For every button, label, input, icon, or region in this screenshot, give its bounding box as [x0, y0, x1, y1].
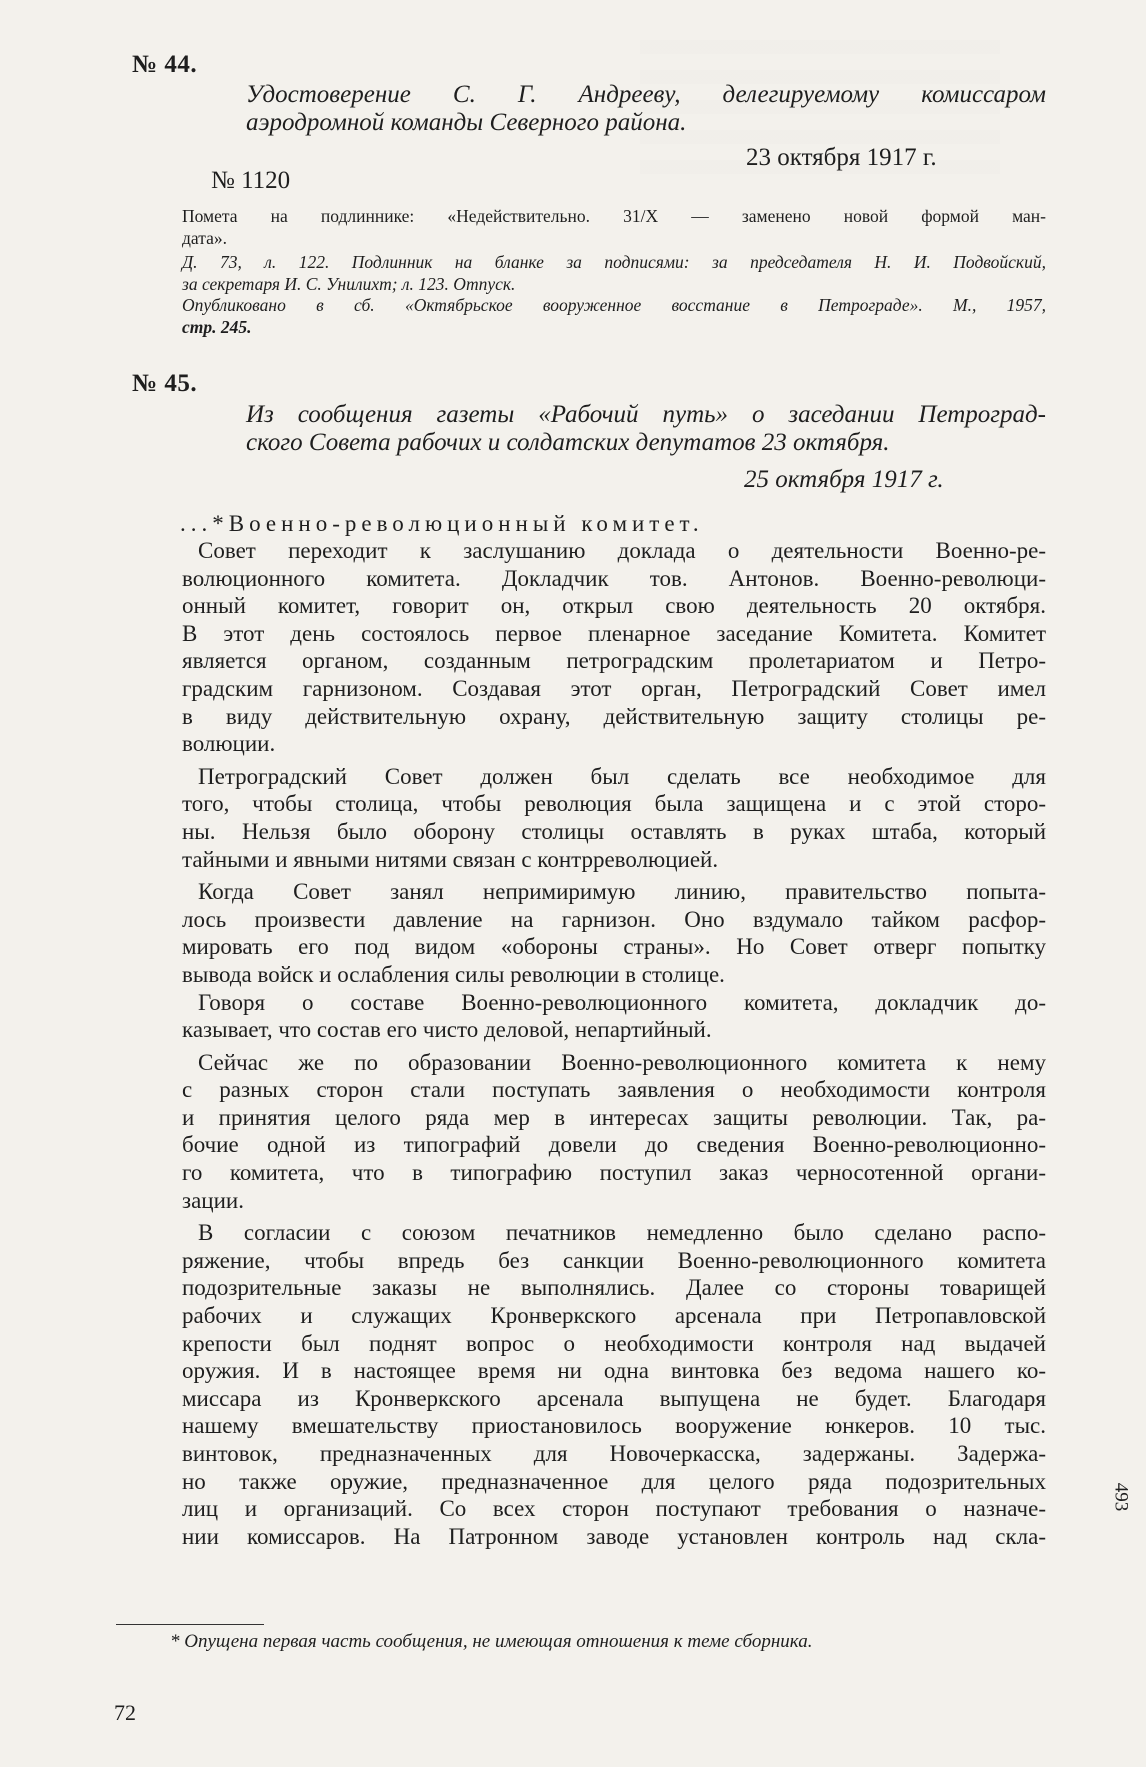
body-line: винтовок, предназначенных для Новочеркасска, задержаны. Задержа- — [182, 1441, 1046, 1466]
note-line: Помета на подлиннике: «Недействительно. 31/X — заменено новой формой ман- — [182, 206, 1046, 226]
body-line: Совет переходит к заслушанию доклада о деятельности Военно-ре- — [198, 538, 1046, 563]
doc45-body — [182, 537, 1046, 1550]
paragraph — [182, 537, 1046, 758]
body-line: казывает, что состав его чисто деловой, непартийный. — [182, 1017, 712, 1043]
doc44-ref-number: № 1120 — [211, 167, 291, 194]
paragraph — [182, 1219, 1046, 1550]
body-line: тайными и явными нитями связан с контрреволюцией. — [182, 846, 719, 872]
note-line: Опубликовано в сб. «Октябрьское вооруженное восстание в Петрограде». М., 1957, — [182, 295, 1046, 315]
page-number: 72 — [114, 1700, 136, 1725]
body-line: го комитета, что в типографию поступил заказ черносотенной органи- — [182, 1160, 1046, 1186]
note-line: дата». — [182, 227, 227, 248]
paragraph — [182, 878, 1046, 988]
body-line: и принятия целого ряда мер в интересах защиты революции. Так, ра- — [182, 1104, 1046, 1130]
footnote-rule — [116, 1624, 264, 1625]
doc45-title-line: Из сообщения газеты «Рабочий путь» о заседании Петроград- — [246, 401, 1046, 428]
footnote: * Опущена первая часть сообщения, не имеющая отношения к теме сборника. — [170, 1631, 813, 1652]
note-line: за секретаря И. С. Унилихт; л. 123. Отпуск. — [182, 273, 516, 294]
body-line: лось произвести давление на гарнизон. Оно вздумало тайком расфор- — [182, 906, 1046, 932]
body-line: нашему вмешательству приостановилось вооружение юнкеров. 10 тыс. — [182, 1413, 1046, 1439]
body-line: оружия. И в настоящее время ни одна винтовка без ведома нашего ко- — [182, 1358, 1046, 1384]
body-line: градским гарнизоном. Создавая этот орган, Петроградский Совет имел — [182, 675, 1046, 701]
body-line: волюции. — [182, 731, 276, 757]
body-line: волюционного комитета. Докладчик тов. Антонов. Военно-революци- — [182, 565, 1046, 591]
paragraph — [182, 989, 1046, 1044]
margin-page-number: 493 — [1110, 1482, 1132, 1512]
doc44-notes — [182, 206, 1046, 338]
doc44-title-line: Удостоверение С. Г. Андрееву, делегируемому комиссаром — [246, 81, 1046, 108]
body-line: в виду действительную охрану, действительную защиту столицы ре- — [182, 703, 1046, 729]
doc45-number: № 45. — [132, 370, 198, 397]
body-line: крепости был поднят вопрос о необходимости контроля над выдачей — [182, 1330, 1046, 1356]
section-heading: ...*Военно-революционный комитет. — [180, 511, 704, 536]
body-line: мировать его под видом «обороны страны». Но Совет отверг попытку — [182, 934, 1046, 960]
doc44-title — [246, 81, 1046, 137]
body-line: вывода войск и ослабления силы революции в столице. — [182, 961, 725, 987]
body-line: Сейчас же по образовании Военно-революционного комитета к нему — [198, 1049, 1046, 1075]
body-line: В этот день состоялось первое пленарное заседание Комитета. Комитет — [182, 620, 1046, 646]
body-line: того, чтобы столица, чтобы революция была защищена и с этой сторо- — [182, 791, 1046, 817]
body-line: Когда Совет занял непримиримую линию, правительство попыта- — [198, 879, 1046, 905]
paragraph — [182, 1049, 1046, 1215]
body-line: В согласии с союзом печатников немедленно было сделано распо- — [198, 1220, 1046, 1246]
doc44-title-line: аэродромной команды Северного района. — [246, 109, 687, 136]
paragraph — [182, 763, 1046, 873]
body-line: лиц и организаций. Со всех сторон поступают требования о назначе- — [182, 1496, 1046, 1522]
body-line: подозрительные заказы не выполнялись. Далее со стороны товарищей — [182, 1275, 1046, 1301]
note-line: стр. 245. — [182, 316, 252, 337]
body-line: Говоря о составе Военно-революционного комитета, докладчик до- — [198, 989, 1046, 1015]
doc45-date: 25 октября 1917 г. — [744, 466, 944, 493]
body-line: онный комитет, говорит он, открыл свою деятельность 20 октября. — [182, 593, 1046, 619]
body-line: ряжение, чтобы впредь без санкции Военно-революционного комитета — [182, 1247, 1046, 1273]
body-line: ны. Нельзя было оборону столицы оставлять в руках штаба, который — [182, 818, 1046, 844]
body-line: с разных сторон стали поступать заявления о необходимости контроля — [182, 1077, 1046, 1103]
doc44-number: № 44. — [132, 51, 198, 78]
doc44-date: 23 октября 1917 г. — [746, 144, 937, 171]
body-line: является органом, созданным петроградским пролетариатом и Петро- — [182, 648, 1046, 674]
doc45-title-line: ского Совета рабочих и солдатских депутатов 23 октября. — [246, 429, 890, 456]
doc45-title — [246, 401, 1046, 457]
note-line: Д. 73, л. 122. Подлинник на бланке за подписями: за председателя Н. И. Подвойский, — [182, 252, 1046, 272]
body-line: нии комиссаров. На Патронном заводе установлен контроль над скла- — [182, 1523, 1046, 1549]
body-line: рабочих и служащих Кронверкского арсенала при Петропавловской — [182, 1303, 1046, 1329]
body-line: зации. — [182, 1187, 244, 1213]
body-line: Петроградский Совет должен был сделать все необходимое для — [198, 763, 1046, 789]
body-line: но также оружие, предназначенное для целого ряда подозрительных — [182, 1468, 1046, 1494]
body-line: бочие одной из типографий довели до сведения Военно-революционно- — [182, 1132, 1046, 1158]
body-line: миссара из Кронверкского арсенала выпущена не будет. Благодаря — [182, 1385, 1046, 1411]
